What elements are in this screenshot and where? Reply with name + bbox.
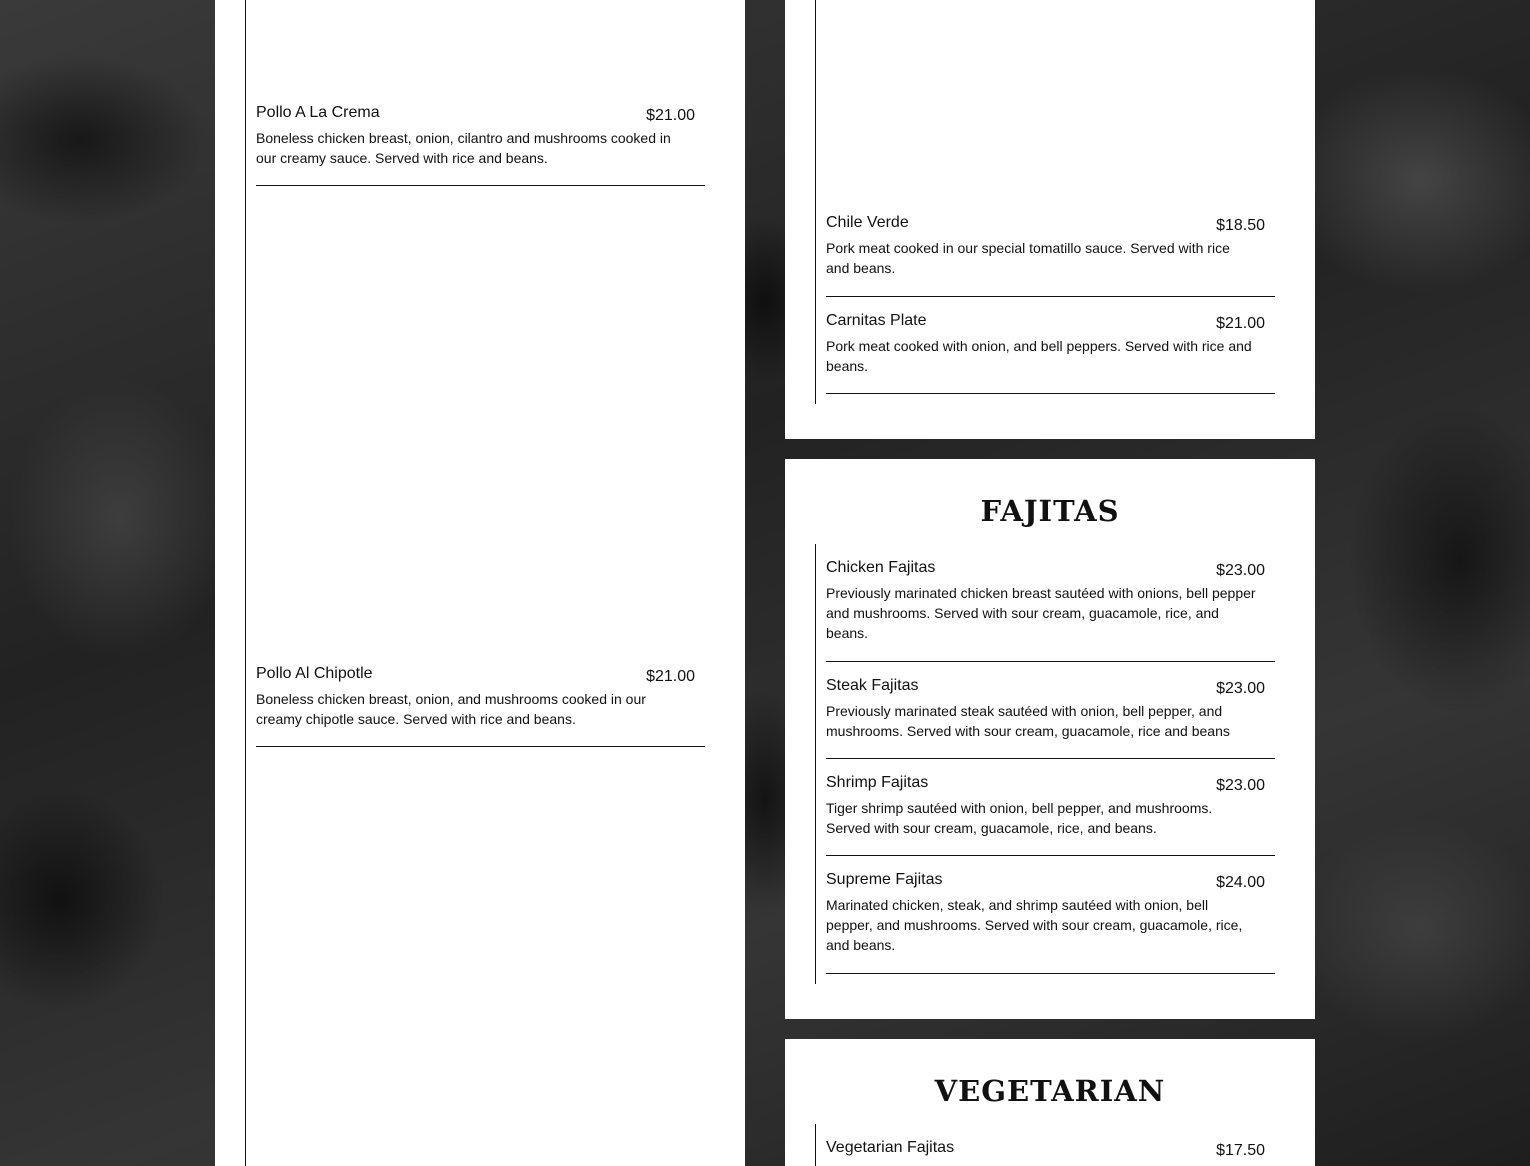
- menu-panel-mains: [785, 0, 1315, 439]
- menu-panel-fajitas: [785, 459, 1315, 1019]
- menu-panel-vegetarian: [785, 1039, 1315, 1166]
- menu-item-chile-verde: [826, 213, 1275, 297]
- menu-item-name: Carnitas Plate: [826, 312, 927, 329]
- menu-panel-left: [215, 0, 745, 1166]
- menu-item-price: $24.00: [1216, 874, 1265, 891]
- menu-item-price: $21.00: [646, 668, 695, 685]
- menu-item-pollo-al-chipotle: [256, 664, 705, 747]
- menu-item-description: Pork meat cooked in our special tomatillo sauce. Served with rice and beans.: [826, 240, 1230, 276]
- menu-item-price: $23.00: [1216, 562, 1265, 579]
- menu-item-price: $21.00: [646, 107, 695, 124]
- menu-item-name: Chile Verde: [826, 214, 909, 231]
- menu-item-name: Supreme Fajitas: [826, 871, 943, 888]
- menu-item-chicken-fajitas: [826, 558, 1275, 662]
- panel-divider-line: [815, 544, 816, 984]
- menu-item-description: Boneless chicken breast, onion, and mushrooms cooked in our creamy chipotle sauce. Served with rice and beans.: [256, 691, 646, 727]
- menu-item-name: Vegetarian Fajitas: [826, 1139, 955, 1156]
- menu-item-price: $21.00: [1216, 315, 1265, 332]
- section-title: FAJITAS: [980, 494, 1120, 528]
- menu-item-description: Marinated chicken, steak, and shrimp sautéed with onion, bell pepper, and mushrooms. Served with sour cream, guacamole, rice, and beans.: [826, 897, 1243, 953]
- menu-item-description: Pork meat cooked with onion, and bell peppers. Served with rice and beans.: [826, 338, 1252, 374]
- menu-item-price: $18.50: [1216, 217, 1265, 234]
- menu-item-price: $23.00: [1216, 777, 1265, 794]
- menu-item-pollo-a-la-crema: [256, 103, 705, 186]
- menu-item-name: Shrimp Fajitas: [826, 774, 929, 791]
- menu-item-vegetarian-fajitas: [826, 1138, 1275, 1166]
- menu-item-description: Tiger shrimp sautéed with onion, bell pepper, and mushrooms. Served with sour cream, guacamole, rice, and beans.: [826, 800, 1213, 836]
- menu-item-supreme-fajitas: [826, 870, 1275, 974]
- menu-item-name: Pollo Al Chipotle: [256, 665, 373, 682]
- section-title: VEGETARIAN: [934, 1074, 1166, 1108]
- panel-divider-line: [815, 1124, 816, 1166]
- menu-item-steak-fajitas: [826, 676, 1275, 759]
- menu-item-carnitas-plate: [826, 311, 1275, 394]
- menu-item-name: Pollo A La Crema: [256, 104, 380, 121]
- menu-item-description: Boneless chicken breast, onion, cilantro and mushrooms cooked in our creamy sauce. Served with rice and beans.: [256, 130, 671, 166]
- menu-item-description: Previously marinated steak sautéed with onion, bell pepper, and mushrooms. Served with sour cream, guacamole, rice and beans: [826, 703, 1230, 739]
- panel-divider-line: [815, 0, 816, 404]
- menu-item-price: $17.50: [1216, 1142, 1265, 1159]
- menu-item-name: Chicken Fajitas: [826, 559, 936, 576]
- panel-divider-line: [245, 0, 246, 1166]
- menu-item-price: $23.00: [1216, 680, 1265, 697]
- menu-item-name: Steak Fajitas: [826, 677, 919, 694]
- menu-item-shrimp-fajitas: [826, 773, 1275, 856]
- menu-item-description: Previously marinated chicken breast sautéed with onions, bell pepper and mushrooms. Served with sour cream, guacamole, rice, and beans.: [826, 585, 1256, 641]
